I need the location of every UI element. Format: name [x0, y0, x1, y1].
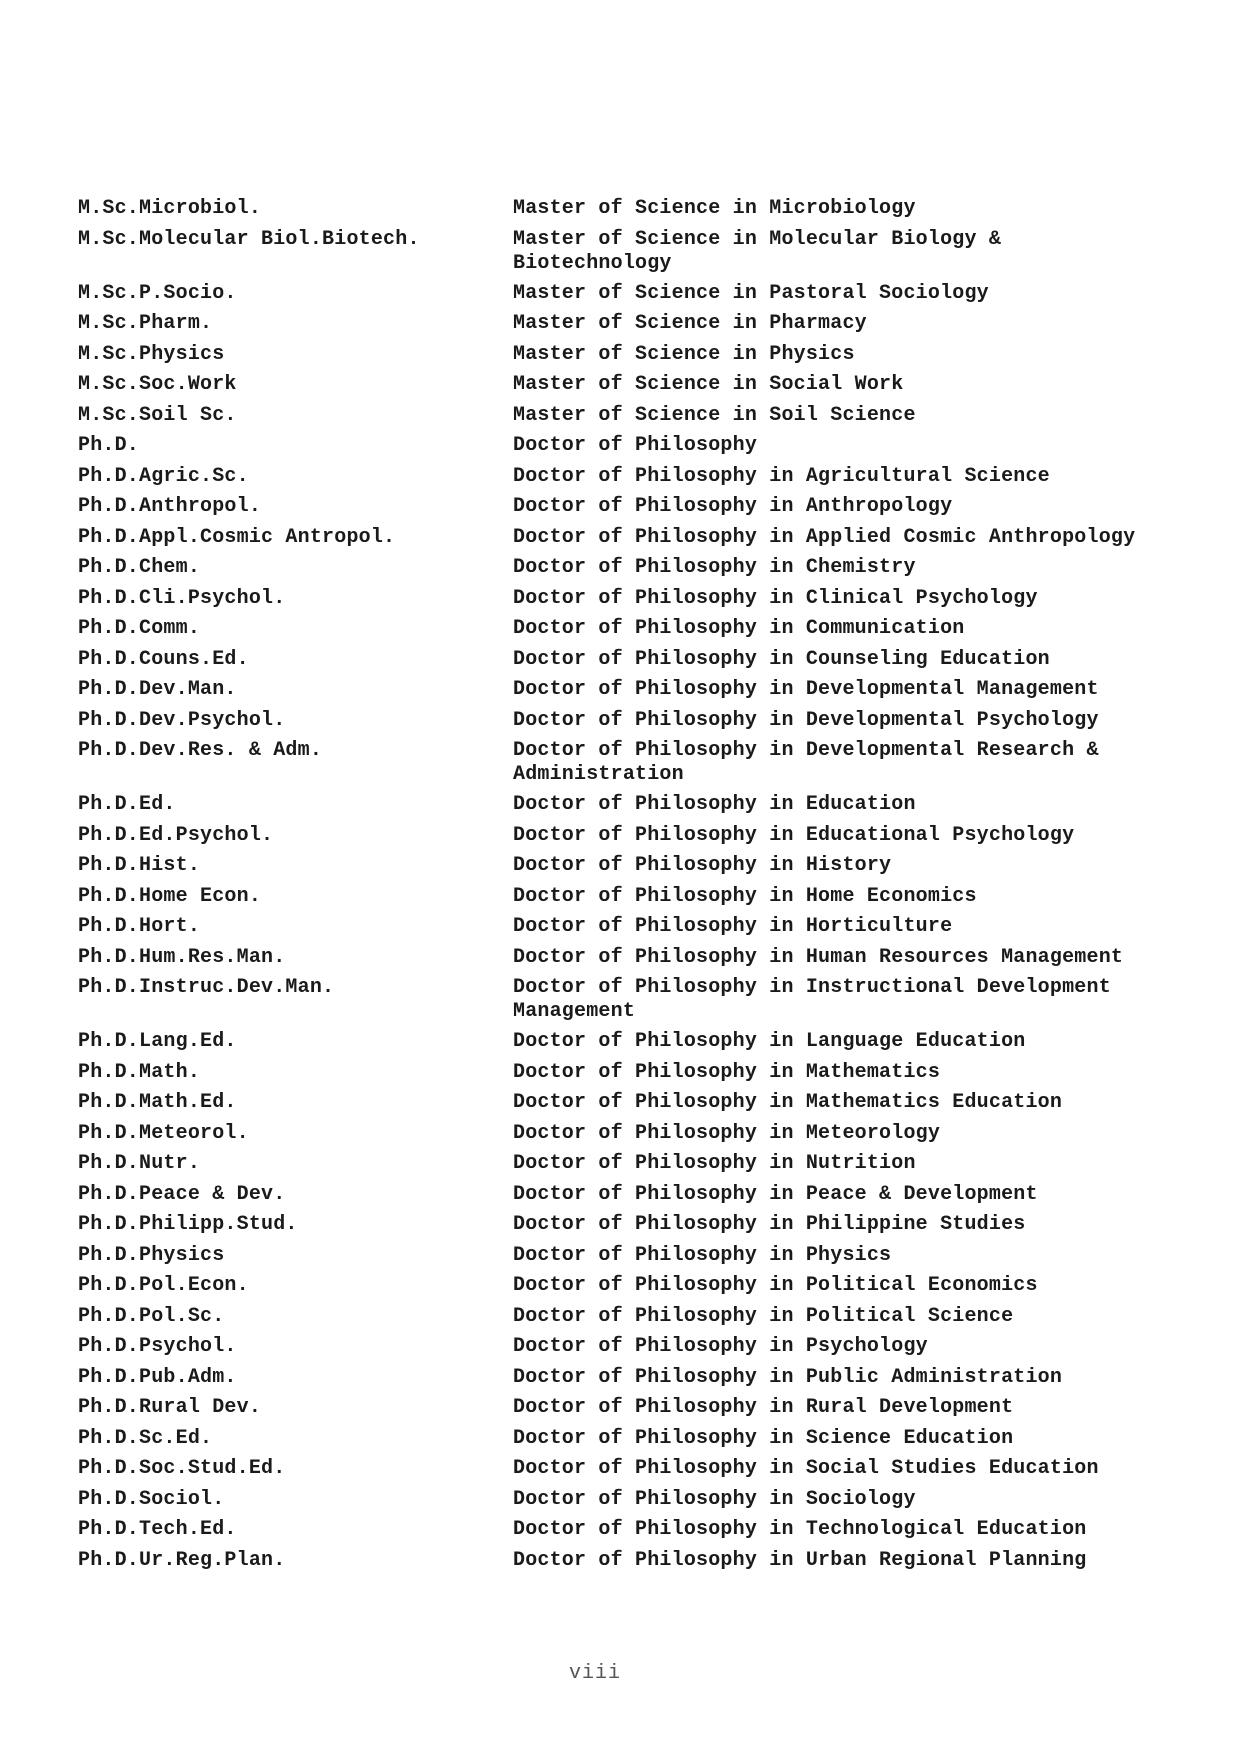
abbreviation-meaning: Doctor of Philosophy in Physics: [513, 1243, 892, 1267]
abbreviation-meaning: Doctor of Philosophy in Science Education: [513, 1426, 1014, 1450]
abbreviation-list: [78, 197, 1178, 1579]
abbreviation-meaning: Doctor of Philosophy in Public Administration: [513, 1365, 1063, 1389]
abbreviation-meaning: Doctor of Philosophy in Chemistry: [513, 556, 916, 579]
abbreviation: Ph.D.Comm.: [78, 617, 201, 640]
abbreviation-meaning: Doctor of Philosophy in Political Science: [513, 1304, 1014, 1328]
abbreviation: Ph.D.Pol.Sc.: [78, 1304, 225, 1328]
abbreviation-meaning: Doctor of Philosophy in Counseling Education: [513, 647, 1050, 671]
abbreviation: Ph.D.Hum.Res.Man.: [78, 945, 286, 969]
list-item: [78, 648, 1178, 672]
list-item: [78, 1488, 1178, 1512]
abbreviation-meaning: Doctor of Philosophy in Human Resources Management: [513, 945, 1124, 969]
abbreviation: Ph.D.Pol.Econ.: [78, 1274, 249, 1297]
abbreviation-meaning: Doctor of Philosophy in Political Economics: [513, 1274, 1038, 1297]
list-item: [78, 824, 1178, 848]
abbreviation: Ph.D.: [78, 434, 140, 457]
abbreviation-meaning: Doctor of Philosophy in Mathematics Education: [513, 1091, 1063, 1114]
abbreviation-meaning: Doctor of Philosophy in Agricultural Science: [513, 464, 1050, 488]
abbreviation-meaning: Master of Science in Pharmacy: [513, 312, 867, 335]
abbreviation-meaning: Doctor of Philosophy in Developmental Management: [513, 678, 1099, 701]
list-item: [78, 1549, 1178, 1573]
abbreviation: Ph.D.Home Econ.: [78, 884, 262, 908]
abbreviation: Ph.D.Hist.: [78, 854, 201, 877]
abbreviation-meaning: Doctor of Philosophy in Meteorology: [513, 1121, 941, 1145]
abbreviation: Ph.D.Ed.: [78, 793, 176, 816]
abbreviation: M.Sc.Molecular Biol.Biotech.: [78, 227, 420, 251]
abbreviation-meaning: Doctor of Philosophy: [513, 434, 758, 457]
abbreviation-meaning: Doctor of Philosophy in Urban Regional Planning: [513, 1548, 1087, 1572]
list-item: [78, 885, 1178, 909]
abbreviation-meaning: Doctor of Philosophy in Philippine Studies: [513, 1213, 1026, 1236]
list-item: [78, 1030, 1178, 1054]
list-item: [78, 228, 1178, 276]
abbreviation: Ph.D.Couns.Ed.: [78, 647, 249, 671]
abbreviation-meaning: Doctor of Philosophy in Educational Psychology: [513, 823, 1075, 847]
abbreviation: Ph.D.Math.: [78, 1060, 201, 1084]
list-item: [78, 1122, 1178, 1146]
abbreviation-meaning: Doctor of Philosophy in Instructional Development Management: [513, 976, 1111, 1023]
abbreviation-meaning: Doctor of Philosophy in Clinical Psychology: [513, 586, 1038, 610]
list-item: [78, 373, 1178, 397]
abbreviation-meaning: Master of Science in Physics: [513, 342, 855, 366]
list-item: [78, 1213, 1178, 1237]
abbreviation: Ph.D.Cli.Psychol.: [78, 586, 286, 610]
abbreviation: Ph.D.Tech.Ed.: [78, 1518, 237, 1541]
list-item: [78, 1335, 1178, 1359]
abbreviation: M.Sc.Microbiol.: [78, 197, 262, 220]
abbreviation: M.Sc.Pharm.: [78, 312, 213, 335]
abbreviation: Ph.D.Sociol.: [78, 1487, 225, 1511]
abbreviation-meaning: Master of Science in Soil Science: [513, 403, 916, 427]
abbreviation: Ph.D.Appl.Cosmic Antropol.: [78, 525, 396, 549]
list-item: [78, 434, 1178, 458]
list-item: [78, 1152, 1178, 1176]
list-item: [78, 587, 1178, 611]
abbreviation: M.Sc.Physics: [78, 342, 225, 366]
list-item: [78, 1366, 1178, 1390]
page-number: viii: [568, 1662, 621, 1685]
list-item: [78, 1244, 1178, 1268]
abbreviation-meaning: Doctor of Philosophy in Education: [513, 793, 916, 816]
list-item: [78, 197, 1178, 221]
abbreviation: Ph.D.Math.Ed.: [78, 1091, 237, 1114]
list-item: [78, 915, 1178, 939]
abbreviation-meaning: Doctor of Philosophy in Developmental Research & Administration: [513, 739, 1099, 786]
list-item: [78, 1274, 1178, 1298]
abbreviation-meaning: Master of Science in Molecular Biology & Biotechnology: [513, 227, 1002, 275]
abbreviation: Ph.D.Ur.Reg.Plan.: [78, 1548, 286, 1572]
list-item: [78, 465, 1178, 489]
list-item: [78, 1305, 1178, 1329]
list-item: [78, 1396, 1178, 1420]
list-item: [78, 1183, 1178, 1207]
abbreviation-meaning: Doctor of Philosophy in Rural Development: [513, 1396, 1014, 1419]
abbreviation-meaning: Doctor of Philosophy in Technological Education: [513, 1518, 1087, 1541]
abbreviation-meaning: Doctor of Philosophy in Developmental Psychology: [513, 708, 1099, 732]
abbreviation: Ph.D.Physics: [78, 1243, 225, 1267]
list-item: [78, 1091, 1178, 1115]
abbreviation: Ph.D.Peace & Dev.: [78, 1182, 286, 1206]
list-item: [78, 709, 1178, 733]
abbreviation: Ph.D.Ed.Psychol.: [78, 823, 274, 847]
abbreviation: M.Sc.Soil Sc.: [78, 403, 237, 427]
list-item: [78, 1518, 1178, 1542]
abbreviation: Ph.D.Anthropol.: [78, 495, 262, 518]
abbreviation: Ph.D.Soc.Stud.Ed.: [78, 1457, 286, 1480]
abbreviation-meaning: Doctor of Philosophy in Social Studies Education: [513, 1457, 1099, 1480]
list-item: [78, 854, 1178, 878]
abbreviation: Ph.D.Dev.Res. & Adm.: [78, 739, 323, 762]
abbreviation-meaning: Master of Science in Pastoral Sociology: [513, 281, 989, 305]
list-item: [78, 946, 1178, 970]
list-item: [78, 739, 1178, 787]
list-item: [78, 404, 1178, 428]
list-item: [78, 556, 1178, 580]
abbreviation: Ph.D.Instruc.Dev.Man.: [78, 976, 335, 999]
abbreviation: Ph.D.Dev.Man.: [78, 678, 237, 701]
list-item: [78, 312, 1178, 336]
abbreviation-meaning: Doctor of Philosophy in Communication: [513, 617, 965, 640]
list-item: [78, 1061, 1178, 1085]
abbreviation: Ph.D.Agric.Sc.: [78, 464, 249, 488]
abbreviation-meaning: Doctor of Philosophy in Anthropology: [513, 495, 953, 518]
abbreviation: Ph.D.Rural Dev.: [78, 1396, 262, 1419]
abbreviation-meaning: Doctor of Philosophy in Peace & Development: [513, 1182, 1038, 1206]
abbreviation: M.Sc.P.Socio.: [78, 281, 237, 305]
abbreviation-meaning: Doctor of Philosophy in Psychology: [513, 1335, 928, 1358]
abbreviation-meaning: Master of Science in Microbiology: [513, 197, 916, 220]
abbreviation-meaning: Doctor of Philosophy in Applied Cosmic Anthropology: [513, 525, 1136, 549]
abbreviation: Ph.D.Dev.Psychol.: [78, 708, 286, 732]
list-item: [78, 976, 1178, 1024]
list-item: [78, 495, 1178, 519]
list-item: [78, 282, 1178, 306]
abbreviation-meaning: Doctor of Philosophy in Home Economics: [513, 884, 977, 908]
abbreviation: Ph.D.Pub.Adm.: [78, 1365, 237, 1389]
abbreviation-meaning: Doctor of Philosophy in Nutrition: [513, 1152, 916, 1175]
abbreviation-meaning: Doctor of Philosophy in Language Education: [513, 1030, 1026, 1053]
abbreviation-meaning: Master of Science in Social Work: [513, 373, 904, 396]
list-item: [78, 1457, 1178, 1481]
abbreviation-meaning: Doctor of Philosophy in Sociology: [513, 1487, 916, 1511]
abbreviation: Ph.D.Psychol.: [78, 1335, 237, 1358]
abbreviation-meaning: Doctor of Philosophy in History: [513, 854, 892, 877]
abbreviation: Ph.D.Sc.Ed.: [78, 1426, 213, 1450]
abbreviation: M.Sc.Soc.Work: [78, 373, 237, 396]
list-item: [78, 617, 1178, 641]
list-item: [78, 793, 1178, 817]
abbreviation: Ph.D.Nutr.: [78, 1152, 201, 1175]
list-item: [78, 678, 1178, 702]
abbreviation-meaning: Doctor of Philosophy in Mathematics: [513, 1060, 941, 1084]
abbreviation: Ph.D.Chem.: [78, 556, 201, 579]
abbreviation: Ph.D.Philipp.Stud.: [78, 1213, 298, 1236]
abbreviation: Ph.D.Meteorol.: [78, 1121, 249, 1145]
abbreviation-meaning: Doctor of Philosophy in Horticulture: [513, 915, 953, 938]
abbreviation: Ph.D.Lang.Ed.: [78, 1030, 237, 1053]
abbreviation: Ph.D.Hort.: [78, 915, 201, 938]
list-item: [78, 1427, 1178, 1451]
list-item: [78, 526, 1178, 550]
list-item: [78, 343, 1178, 367]
